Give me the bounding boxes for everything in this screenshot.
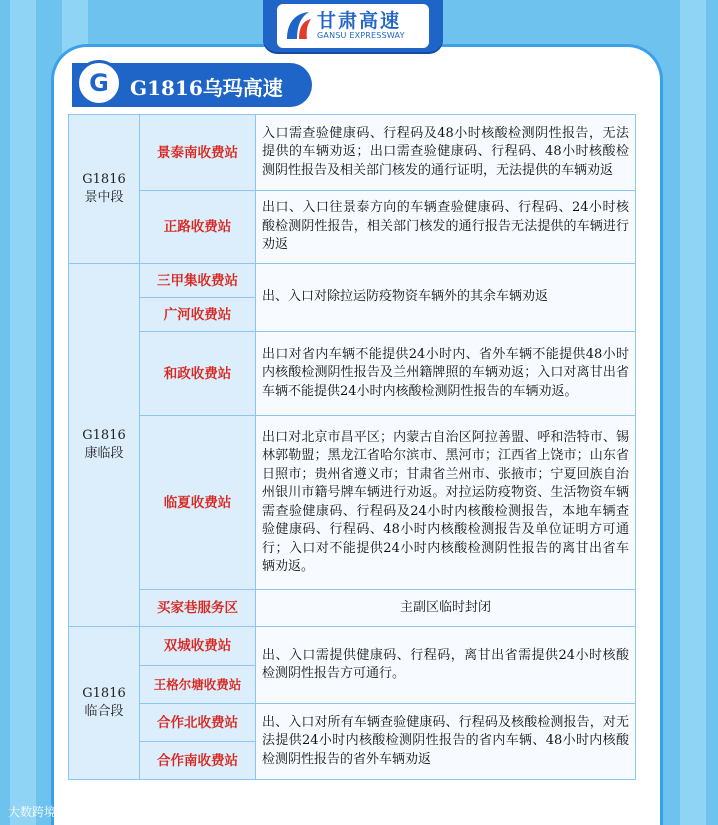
table-row [69, 332, 636, 416]
section-number-badge: G [76, 60, 122, 106]
station-cell: 合作南收费站 [140, 742, 256, 780]
table-row [69, 264, 636, 298]
table-row [69, 191, 636, 264]
segment-cell: G1816 康临段 [69, 264, 140, 627]
station-cell: 王格尔塘收费站 [140, 666, 256, 704]
segment-cell: G1816 景中段 [69, 115, 140, 264]
logo-english-text: GANSU EXPRESSWAY [317, 31, 405, 40]
station-cell: 正路收费站 [140, 191, 256, 264]
station-cell: 景泰南收费站 [140, 115, 256, 191]
station-cell: 三甲集收费站 [140, 264, 256, 298]
table-row [69, 704, 636, 742]
policy-cell: 出口对北京市昌平区；内蒙古自治区阿拉善盟、呼和浩特市、锡林郭勒盟；黑龙江省哈尔滨市、黑河市；江西省上饶市；山东省日照市；贵州省遵义市；甘肃省兰州市、张掖市；宁夏回族自治州银川市籍号牌车辆进行劝返。对拉运防疫物资、生活物资车辆需查验健康码、行程码及24小时内核酸检测报告，本地车辆查验健康码、行程码、48小时内核酸检测报告及单位证明方可通行；入口对不能提供24小时内核酸检测阴性报告的离甘出省车辆劝返。 [256, 416, 636, 590]
policy-cell: 出口、入口往景泰方向的车辆查验健康码、行程码、24小时核酸检测阴性报告，相关部门核发的通行报告无法提供的车辆进行劝返 [256, 191, 636, 264]
background-stripe [680, 0, 706, 825]
policy-cell: 入口需查验健康码、行程码及48小时核酸检测阴性报告，无法提供的车辆劝返；出口需查验健康码、行程码、48小时核酸检测阴性报告及相关部门核发的通行证明，无法提供的车辆劝返 [256, 115, 636, 191]
expressway-logo-icon [283, 9, 313, 43]
policy-cell: 出口对省内车辆不能提供24小时内、省外车辆不能提供48小时内核酸检测阴性报告及兰州籍牌照的车辆劝返；入口对离甘出省车辆不能提供24小时内核酸检测阴性报告的车辆劝返。 [256, 332, 636, 416]
policy-cell: 出、入口对所有车辆查验健康码、行程码及核酸检测报告，对无法提供24小时内核酸检测阴性报告的省内车辆、48小时内核酸检测阴性报告的省外车辆劝返 [256, 704, 636, 780]
station-cell: 双城收费站 [140, 627, 256, 666]
table-row [69, 590, 636, 627]
segment-cell: G1816 临合段 [69, 627, 140, 780]
station-cell: 临夏收费站 [140, 416, 256, 590]
background-stripe [10, 0, 36, 825]
table-row [69, 416, 636, 590]
logo-chinese-text: 甘肃高速 [317, 10, 402, 32]
station-cell: 买家巷服务区 [140, 590, 256, 627]
watermark: 大数跨境 [8, 805, 57, 819]
expressway-policy-table [68, 114, 636, 780]
policy-cell: 出、入口需提供健康码、行程码，离甘出省需提供24小时核酸检测阴性报告方可通行。 [256, 627, 636, 704]
brand-logo [263, 0, 443, 52]
policy-cell: 出、入口对除拉运防疫物资车辆外的其余车辆劝返 [256, 264, 636, 332]
section-title: G1816乌玛高速 [130, 76, 283, 100]
station-cell: 广河收费站 [140, 298, 256, 332]
table-row [69, 115, 636, 191]
station-cell: 合作北收费站 [140, 704, 256, 742]
policy-cell: 主副区临时封闭 [256, 590, 636, 627]
station-cell: 和政收费站 [140, 332, 256, 416]
table-row [69, 627, 636, 666]
